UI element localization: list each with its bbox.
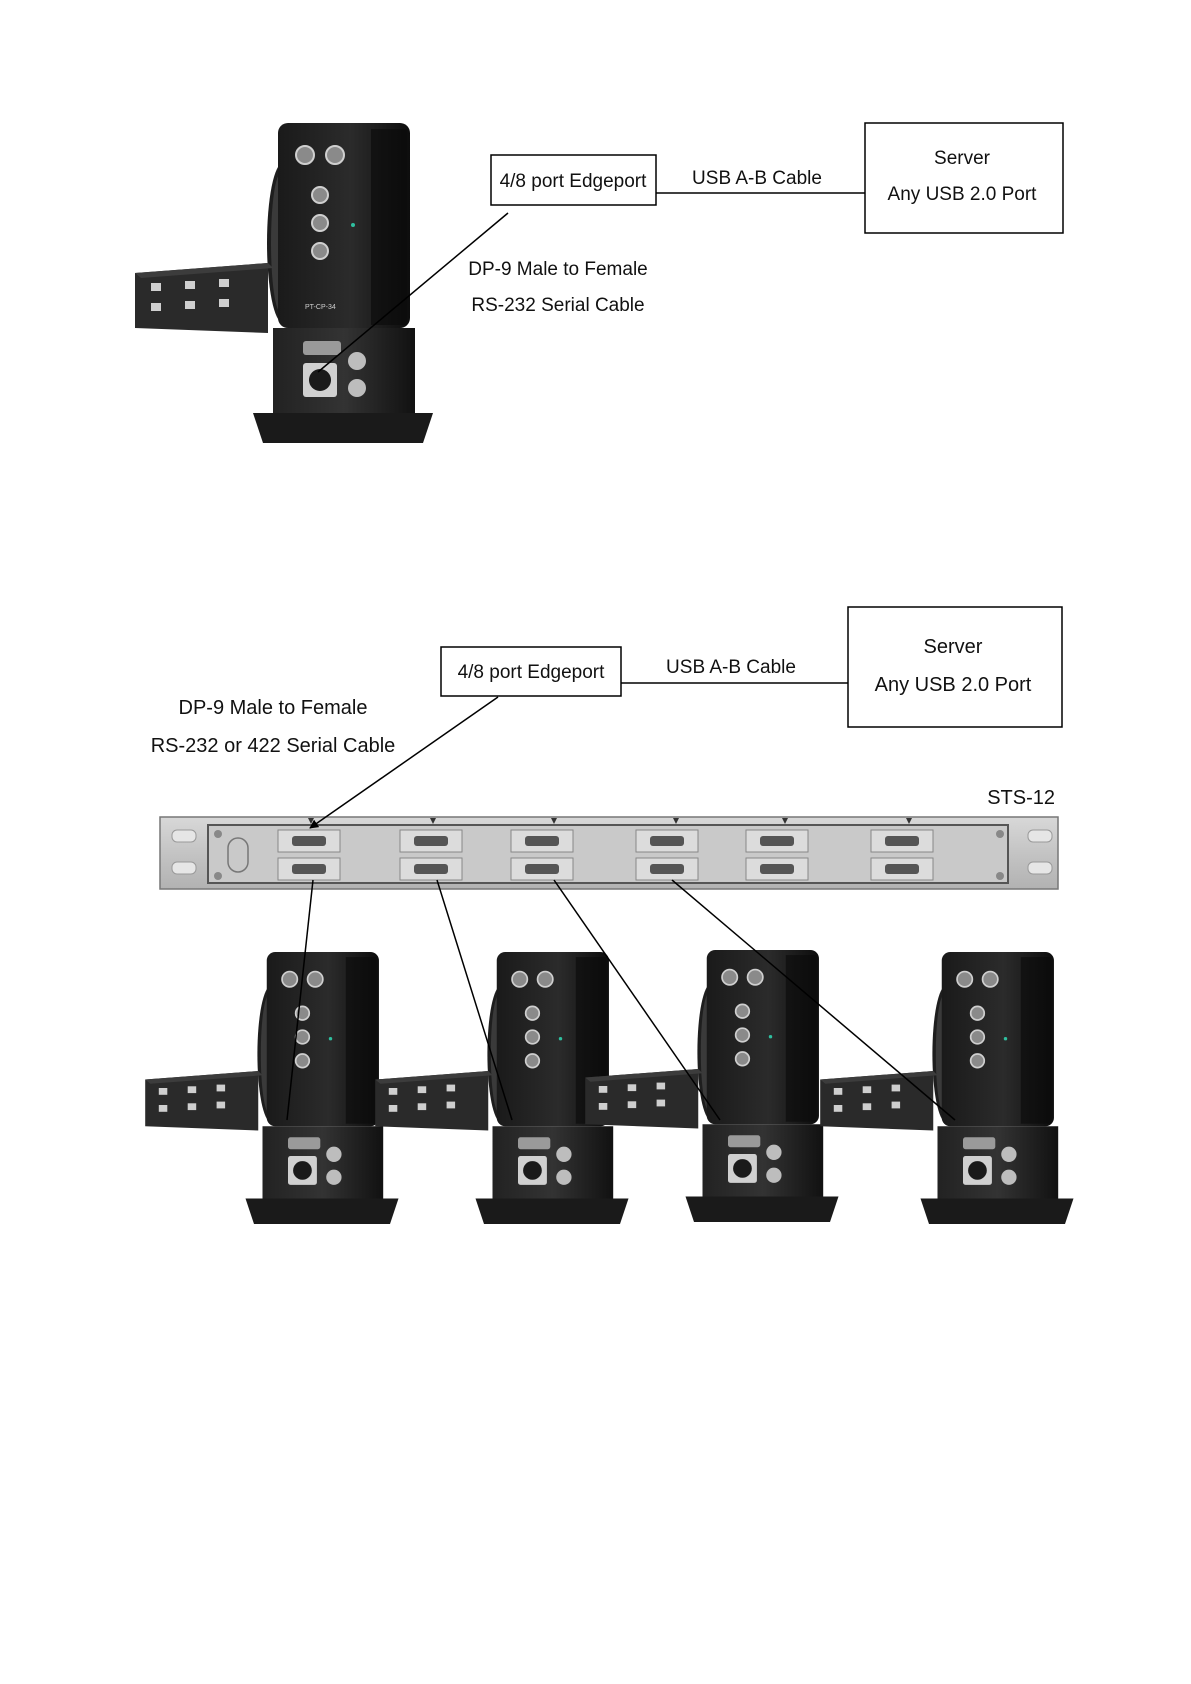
- serial-cable-label-2-line1: DP-9 Male to Female: [178, 697, 368, 719]
- serial-cable-label-line2: RS-232 Serial Cable: [471, 295, 645, 316]
- edgeport-label: 4/8 port Edgeport: [499, 171, 647, 192]
- rack-label: STS-12: [987, 787, 1055, 809]
- pan-tilt-unit: [135, 123, 433, 443]
- server-box-2: [848, 607, 1062, 727]
- bottom-diagram: [145, 607, 1073, 1224]
- serial-cable-label-line1: DP-9 Male to Female: [468, 259, 648, 280]
- unit-model-label: PT-CP-34: [305, 304, 336, 311]
- serial-cable-label-2-line2: RS-232 or 422 Serial Cable: [150, 735, 396, 757]
- edgeport-box-2: [441, 647, 621, 696]
- pan-tilt-unit-1: [145, 952, 398, 1224]
- edgeport-box: [491, 155, 656, 205]
- server-port-label: Any USB 2.0 Port: [887, 184, 1037, 205]
- pan-tilt-unit-3: [585, 950, 838, 1222]
- sts-12-rack-panel: [160, 817, 1058, 889]
- server-title: Server: [934, 148, 990, 169]
- server-port-label-2: Any USB 2.0 Port: [874, 674, 1032, 696]
- pan-tilt-unit-4: [820, 952, 1073, 1224]
- edgeport-label-2: 4/8 port Edgeport: [457, 662, 605, 683]
- server-box: [865, 123, 1063, 233]
- server-title-2: Server: [923, 636, 983, 658]
- usb-cable-label-2: USB A-B Cable: [666, 657, 796, 678]
- usb-cable-label: USB A-B Cable: [692, 168, 822, 189]
- top-diagram: [135, 123, 1063, 443]
